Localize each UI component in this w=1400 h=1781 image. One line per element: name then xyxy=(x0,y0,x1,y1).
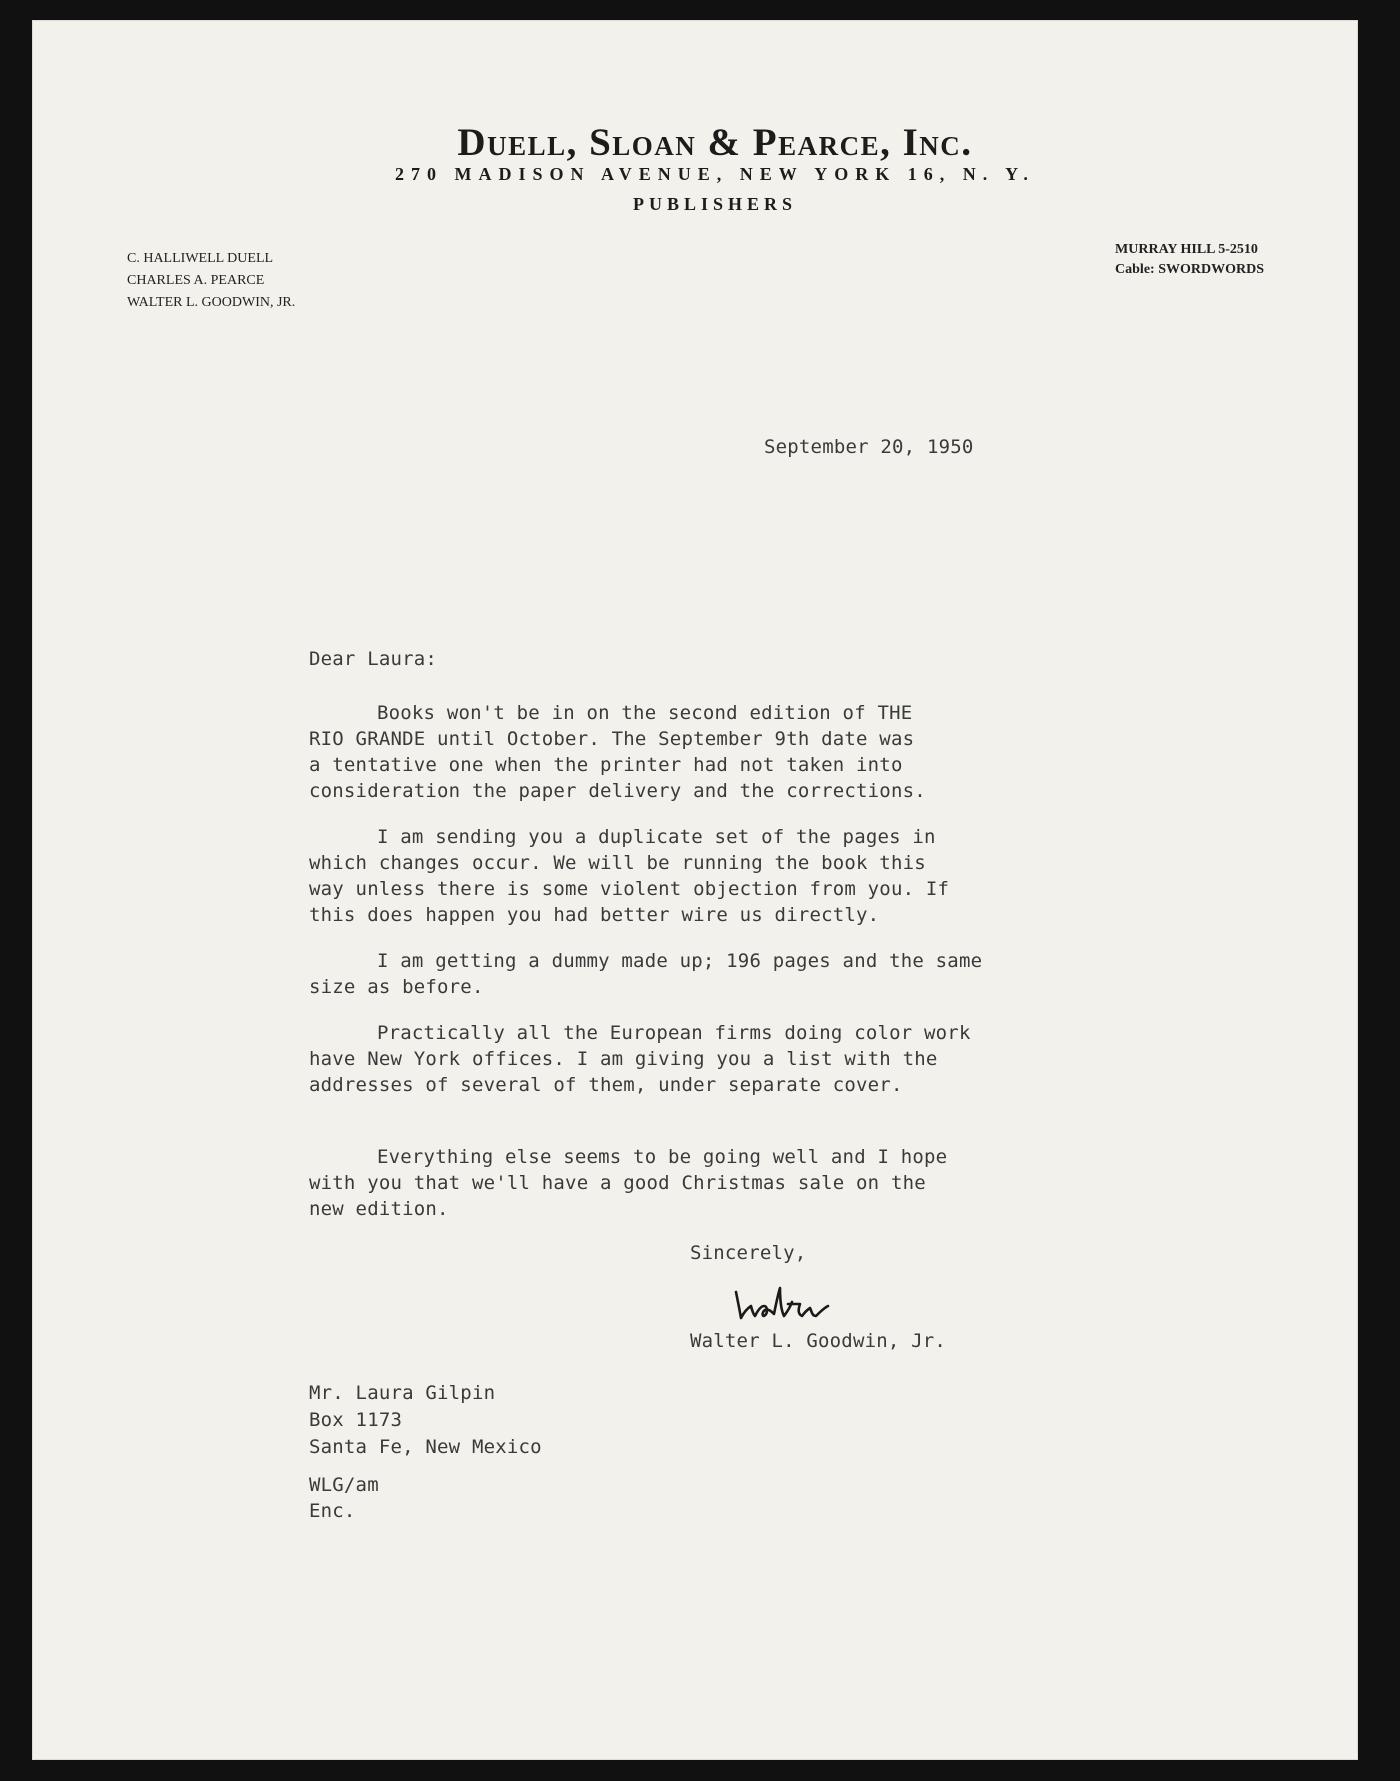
recipient-line: Santa Fe, New Mexico xyxy=(309,1436,542,1458)
paragraph-line: Everything else seems to be going well and I hope xyxy=(377,1146,948,1168)
paragraph-line: I am getting a dummy made up; 196 pages and the same xyxy=(377,950,983,972)
recipient-line: Box 1173 xyxy=(309,1409,403,1431)
paragraph-line: way unless there is some violent objection from you. If xyxy=(309,878,950,900)
partners-list xyxy=(127,248,295,314)
paragraph-line: consideration the paper delivery and the corrections. xyxy=(309,780,926,802)
paragraph-line: Practically all the European firms doing color work xyxy=(377,1022,971,1044)
paragraph xyxy=(309,700,1069,804)
typist-initials: WLG/am xyxy=(309,1474,379,1496)
letter-page xyxy=(32,20,1358,1760)
salutation: Dear Laura: xyxy=(309,648,438,670)
company-address: 270 MADISON AVENUE, NEW YORK 16, N. Y. xyxy=(395,164,1035,184)
cable-address: Cable: SWORDWORDS xyxy=(1115,262,1264,277)
closing: Sincerely, xyxy=(690,1242,807,1264)
reference-initials xyxy=(309,1472,379,1524)
paragraph-line: size as before. xyxy=(309,976,484,998)
recipient-line: Mr. Laura Gilpin xyxy=(309,1382,496,1404)
company-name: Duell, Sloan & Pearce, Inc. xyxy=(457,121,973,164)
phone-number: MURRAY HILL 5-2510 xyxy=(1115,242,1258,257)
paragraph-line: with you that we'll have a good Christmas sale on the xyxy=(309,1172,926,1194)
partner-name: C. HALLIWELL DUELL xyxy=(127,251,274,266)
paragraph-line: a tentative one when the printer had not taken into xyxy=(309,754,903,776)
paragraph xyxy=(309,1020,1069,1098)
partner-name: WALTER L. GOODWIN, JR. xyxy=(127,295,296,310)
paragraph-line: RIO GRANDE until October. The September 9th date was xyxy=(309,728,915,750)
signer-name: Walter L. Goodwin, Jr. xyxy=(690,1330,947,1352)
paragraph-line: this does happen you had better wire us directly. xyxy=(309,904,880,926)
recipient-address xyxy=(309,1380,542,1461)
paragraph-line: new edition. xyxy=(309,1198,449,1220)
paragraph-line: Books won't be in on the second edition of THE xyxy=(377,702,913,724)
paragraph-line: I am sending you a duplicate set of the pages in xyxy=(377,826,936,848)
enclosure-note: Enc. xyxy=(309,1500,356,1522)
company-subtitle: PUBLISHERS xyxy=(632,194,798,214)
letter-date: September 20, 1950 xyxy=(764,436,974,458)
paragraph-line: have New York offices. I am giving you a list with the xyxy=(309,1048,938,1070)
paragraph-line: which changes occur. We will be running the book this xyxy=(309,852,926,874)
handwritten-signature xyxy=(732,1282,842,1326)
contact-info xyxy=(1115,240,1264,280)
partner-name: CHARLES A. PEARCE xyxy=(127,273,265,288)
paragraph xyxy=(309,1144,1069,1222)
paragraph xyxy=(309,948,1069,1000)
paragraph xyxy=(309,824,1069,928)
paragraph-line: addresses of several of them, under separate cover. xyxy=(309,1074,903,1096)
